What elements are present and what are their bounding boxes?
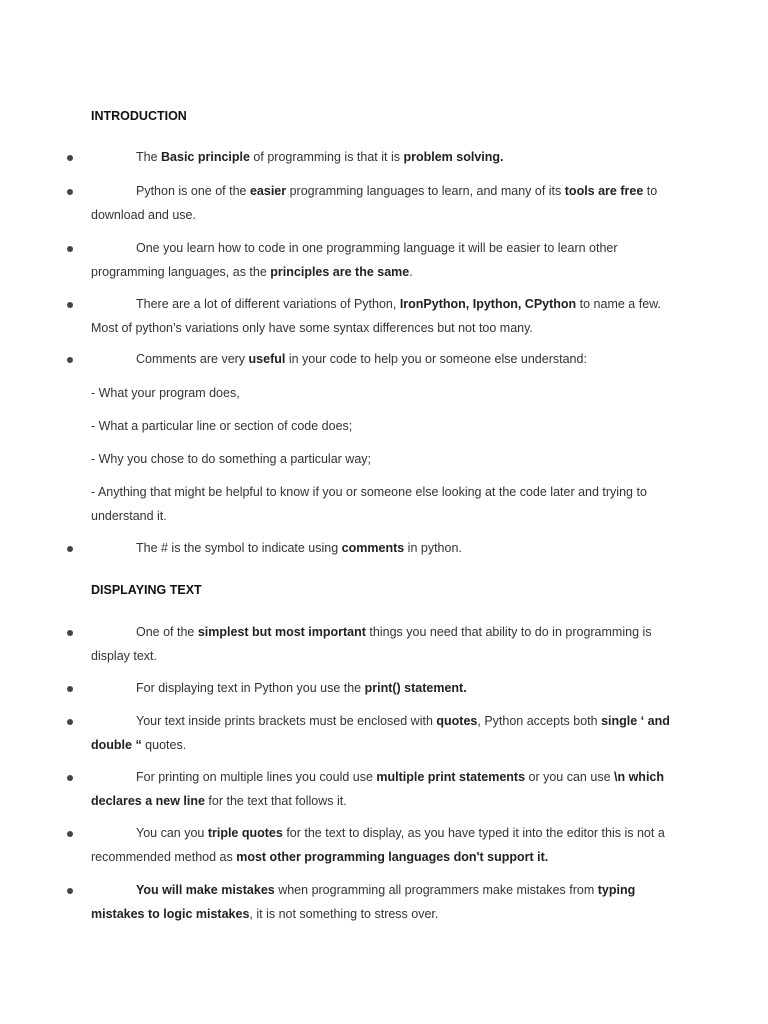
section-heading-introduction: INTRODUCTION	[91, 109, 187, 123]
bullet-marker	[67, 630, 73, 636]
bullet-marker	[67, 357, 73, 363]
bullet-marker	[67, 546, 73, 552]
bullet-marker	[67, 189, 73, 195]
bullet-item: You will make mistakes when programming all programmers make mistakes from typing mistakes to logic mistakes, it is not something to stress over.	[91, 883, 636, 921]
comment-purpose-line: - What your program does,	[91, 386, 240, 400]
bullet-item: Python is one of the easier programming languages to learn, and many of its tools are free to download and use.	[91, 184, 658, 222]
section-heading-displaying-text: DISPLAYING TEXT	[91, 583, 202, 597]
bullet-marker	[67, 719, 73, 725]
bullet-marker	[67, 888, 73, 894]
bullet-item: For printing on multiple lines you could use multiple print statements or you can use \n which declares a new line for the text that follows it.	[91, 770, 664, 808]
bullet-item: You can you triple quotes for the text to display, as you have typed it into the editor this is not a recommended method as most other programming languages don't support it.	[91, 826, 665, 864]
bullet-item: One you learn how to code in one programming language it will be easier to learn other programming languages, as the principles are the same.	[91, 241, 618, 279]
bullet-item: One of the simplest but most important things you need that ability to do in programming is display text.	[91, 625, 652, 663]
bullet-item: The # is the symbol to indicate using comments in python.	[136, 541, 462, 555]
bullet-item: For displaying text in Python you use the print() statement.	[136, 681, 467, 695]
comment-purpose-line: - Why you chose to do something a particular way;	[91, 452, 371, 466]
comment-purpose-line: - Anything that might be helpful to know if you or someone else looking at the code later and trying to understand it.	[91, 485, 647, 523]
bullet-item: There are a lot of different variations of Python, IronPython, Ipython, CPython to name a few. Most of python’s variations only have some syntax differences but not too many.	[91, 297, 661, 335]
bullet-marker	[67, 302, 73, 308]
bullet-marker	[67, 775, 73, 781]
bullet-marker	[67, 155, 73, 161]
bullet-marker	[67, 686, 73, 692]
bullet-marker	[67, 831, 73, 837]
bullet-item: The Basic principle of programming is that it is problem solving.	[136, 150, 504, 164]
bullet-item: Comments are very useful in your code to help you or someone else understand:	[136, 352, 587, 366]
bullet-marker	[67, 246, 73, 252]
comment-purpose-line: - What a particular line or section of code does;	[91, 419, 353, 433]
bullet-item: Your text inside prints brackets must be enclosed with quotes, Python accepts both single ‘ and double “ quotes.	[91, 714, 670, 752]
